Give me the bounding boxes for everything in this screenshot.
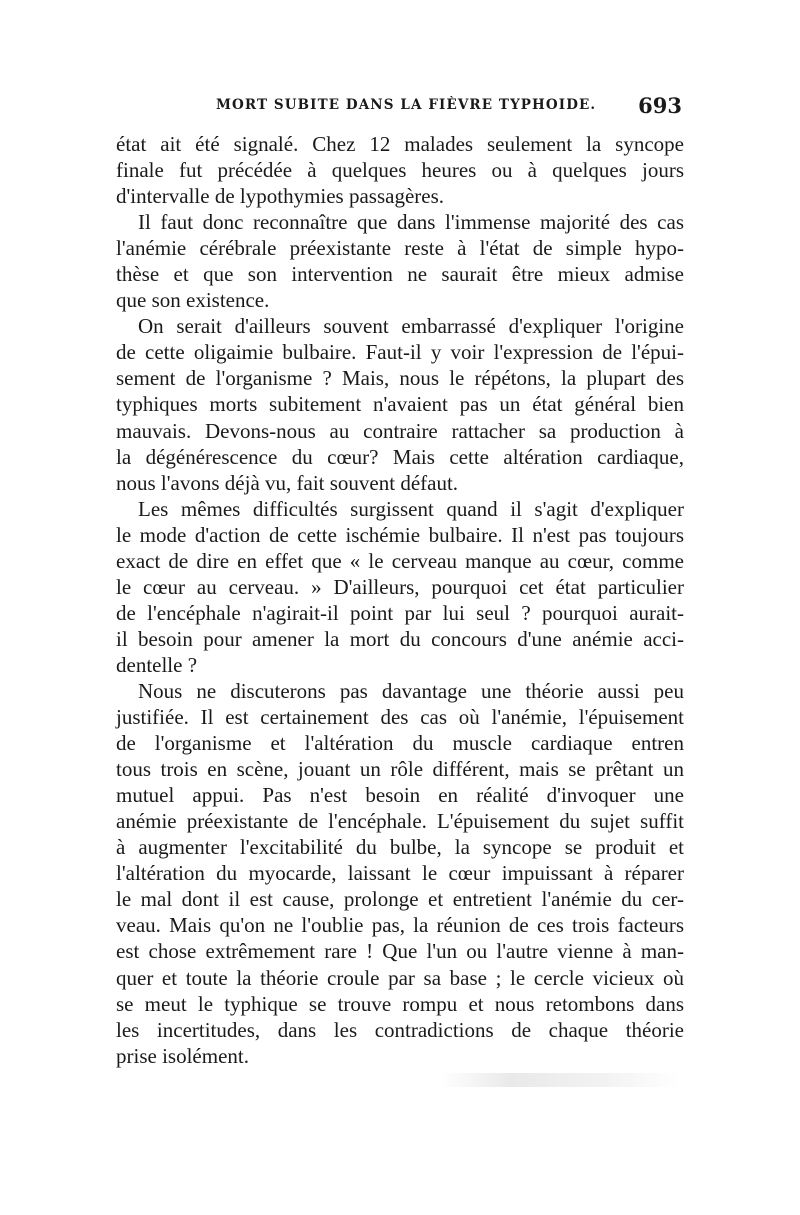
text-line: le mal dont il est cause, prolonge et entretient l'anémie du cer- (116, 887, 684, 912)
text-line: se meut le typhique se trouve rompu et nous retombons dans (116, 991, 684, 1016)
paragraph (116, 209, 684, 313)
text-line: veau. Mais qu'on ne l'oublie pas, la réunion de ces trois facteurs (116, 913, 684, 938)
text-line: On serait d'ailleurs souvent embarrassé d'expliquer l'origine (138, 314, 684, 339)
text-line: à augmenter l'excitabilité du bulbe, la syncope se produit et (116, 835, 684, 860)
text-line: de l'encéphale n'agirait-il point par lui seul ? pourquoi aurait- (116, 600, 684, 625)
text-line: nous l'avons déjà vu, fait souvent défaut. (116, 470, 459, 495)
text-line: Il faut donc reconnaître que dans l'immense majorité des cas (138, 210, 684, 235)
text-line: il besoin pour amener la mort du concours d'une anémie acci- (116, 626, 684, 651)
text-line: typhiques morts subitement n'avaient pas un état général bien (116, 392, 684, 417)
page-number: 693 (638, 93, 682, 118)
text-line: la dégénérescence du cœur? Mais cette altération cardiaque, (116, 444, 684, 469)
text-line: finale fut précédée à quelques heures ou à quelques jours (116, 158, 684, 183)
text-line: que son existence. (116, 288, 270, 313)
running-head (116, 93, 682, 123)
text-line: les incertitudes, dans les contradictions de chaque théorie (116, 1017, 684, 1042)
text-line: tous trois en scène, jouant un rôle différent, mais se prêtant un (116, 757, 684, 782)
running-title: MORT SUBITE DANS LA FIÈVRE TYPHOIDE. (216, 97, 597, 113)
paragraph (116, 131, 684, 209)
text-line: de cette oligaimie bulbaire. Faut-il y voir l'expression de l'épui- (116, 340, 684, 365)
text-line: Les mêmes difficultés surgissent quand il s'agit d'expliquer (138, 496, 684, 521)
text-line: exact de dire en effet que « le cerveau manque au cœur, comme (116, 548, 684, 573)
text-line: justifiée. Il est certainement des cas où l'anémie, l'épuisement (116, 705, 684, 730)
text-line: Nous ne discuterons pas davantage une théorie aussi peu (138, 678, 684, 703)
text-line: sement de l'organisme ? Mais, nous le répétons, la plupart des (116, 366, 684, 391)
paragraph (116, 678, 684, 1069)
text-line: l'anémie cérébrale préexistante reste à l'état de simple hypo- (116, 236, 684, 261)
text-line: anémie préexistante de l'encéphale. L'épuisement du sujet suffit (116, 809, 684, 834)
paragraph (116, 313, 684, 495)
text-line: de l'organisme et l'altération du muscle cardiaque entren (116, 731, 684, 756)
text-line: mauvais. Devons-nous au contraire rattacher sa production à (116, 418, 684, 443)
paragraph (116, 496, 684, 678)
text-line: est chose extrêmement rare ! Que l'un ou l'autre vienne à man- (116, 939, 684, 964)
text-line: le mode d'action de cette ischémie bulbaire. Il n'est pas toujours (116, 522, 684, 547)
text-line: quer et toute la théorie croule par sa base ; le cercle vicieux où (116, 965, 684, 990)
text-line: thèse et que son intervention ne saurait être mieux admise (116, 262, 684, 287)
text-line: le cœur au cerveau. » D'ailleurs, pourquoi cet état particulier (116, 574, 684, 599)
text-line: mutuel appui. Pas n'est besoin en réalité d'invoquer une (116, 783, 684, 808)
text-line: prise isolément. (116, 1043, 249, 1068)
text-line: l'altération du myocarde, laissant le cœur impuissant à réparer (116, 861, 684, 886)
text-line: état ait été signalé. Chez 12 malades seulement la syncope (116, 132, 684, 156)
text-line: d'intervalle de lypothymies passagères. (116, 184, 445, 209)
body-text (116, 131, 684, 1069)
text-line: dentelle ? (116, 652, 198, 677)
bleed-through-mark (440, 1073, 680, 1087)
